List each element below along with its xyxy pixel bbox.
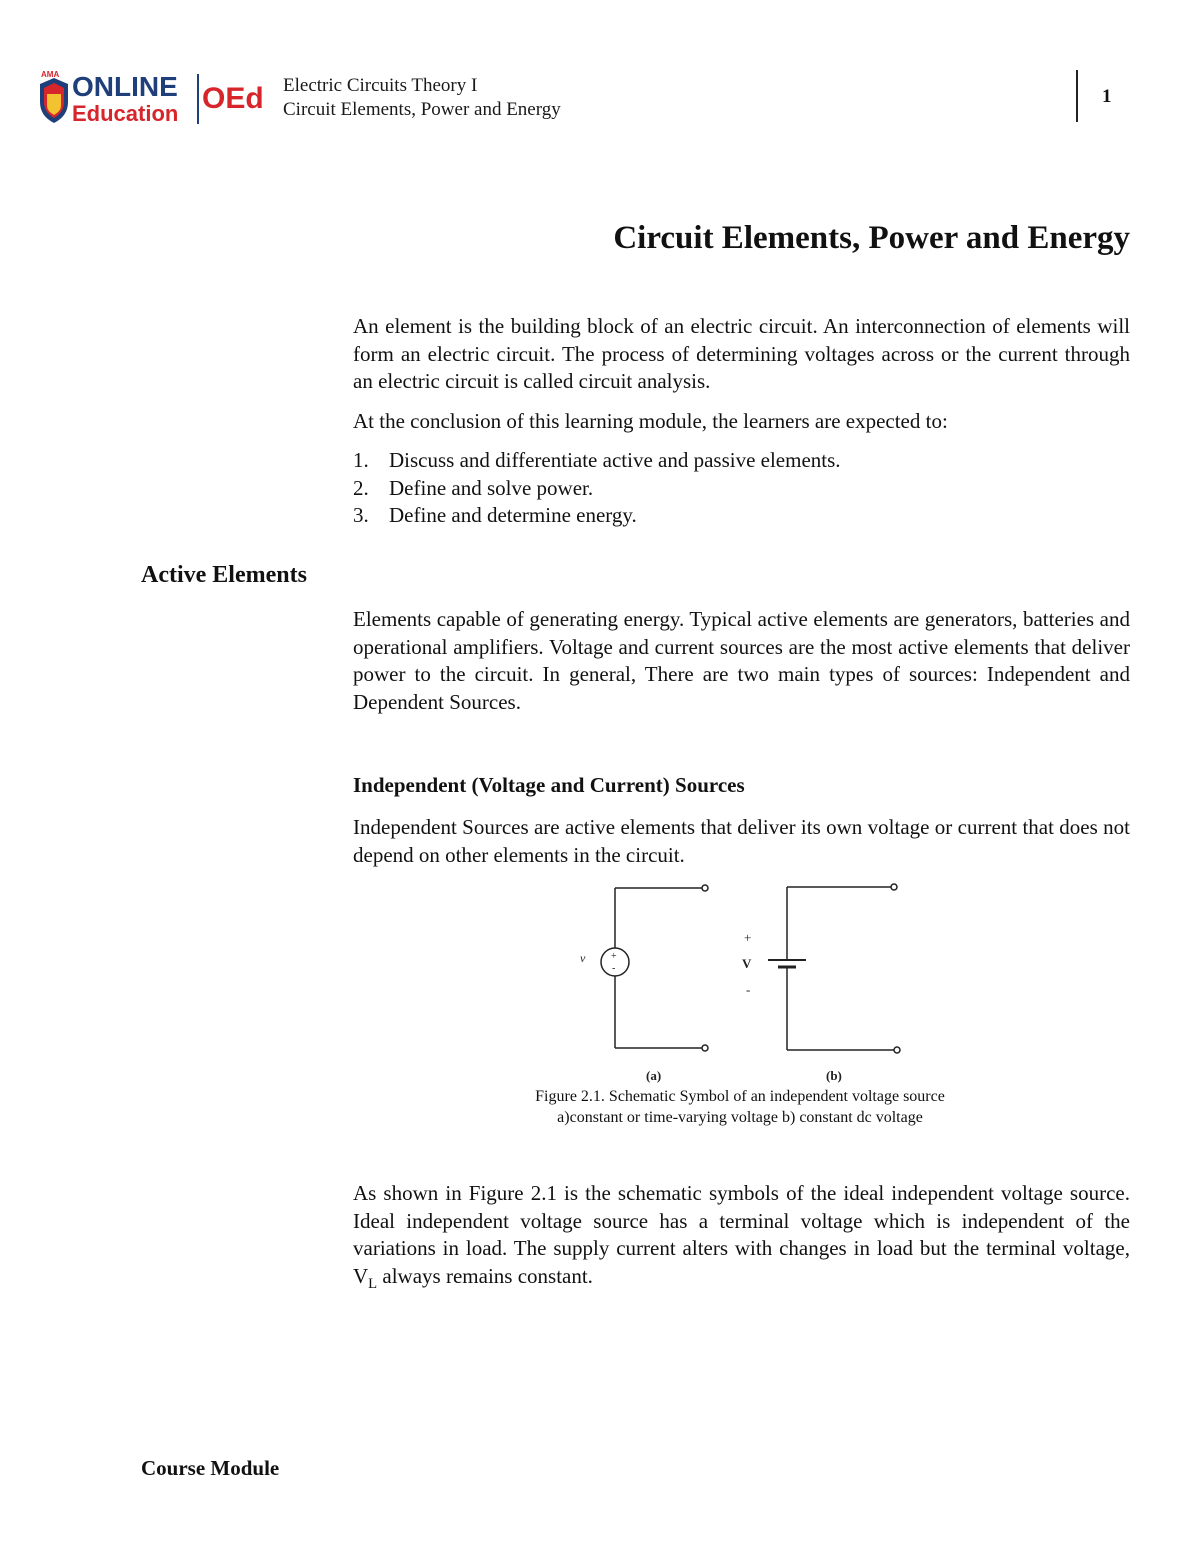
logo [38, 68, 270, 128]
subscript-l: L [368, 1275, 378, 1292]
logo-secondary-text: Education [72, 101, 179, 126]
footer-course-module: Course Module [141, 1456, 280, 1480]
objectives-list [353, 447, 1130, 530]
logo-badge-text: AMA [41, 70, 60, 79]
page-title: Circuit Elements, Power and Energy [613, 220, 1130, 256]
list-item: 1. Discuss and differentiate active and passive elements. [353, 448, 841, 472]
sublabel-a: (a) [646, 1068, 662, 1083]
course-name: Electric Circuits Theory I [283, 75, 478, 96]
figure-caption [440, 1086, 1040, 1128]
terminal [891, 884, 897, 890]
sublabel-b: (b) [826, 1068, 842, 1083]
header-divider [1076, 70, 1078, 122]
subsection-heading-independent-sources: Independent (Voltage and Current) Sources [353, 773, 745, 797]
figure-caption-line: Figure 2.1. Schematic Symbol of an independent voltage source [535, 1088, 945, 1105]
logo-mark-text: OEd [202, 82, 264, 115]
terminal [894, 1047, 900, 1053]
running-header [283, 74, 561, 122]
independent-sources-paragraph: Independent Sources are active elements that deliver its own voltage or current that does not depend on other elements in the circuit. [353, 815, 1130, 867]
terminal [702, 885, 708, 891]
logo-primary-text: ONLINE [72, 71, 178, 102]
label-b-voltage: V [742, 956, 752, 971]
label-b-plus: + [744, 930, 752, 945]
source-minus-sign: - [612, 963, 616, 974]
page-number: 1 [1102, 86, 1112, 107]
expectation-text: At the conclusion of this learning module, the learners are expected to: [353, 409, 948, 433]
label-a-voltage: v [580, 951, 586, 965]
section-heading-active-elements: Active Elements [141, 562, 307, 588]
intro-paragraph: An element is the building block of an electric circuit. An interconnection of elements will form an electric circuit. The process of determining voltages across or the current through an electric circuit is called circuit analysis. [353, 314, 1130, 393]
terminal [702, 1045, 708, 1051]
figure-explanation-paragraph: As shown in Figure 2.1 is the schematic symbols of the ideal independent voltage source. Ideal independent voltage source has a terminal voltage which is independent of the variations in load. The supply current alters with changes in load but the terminal voltage, $V_L$ always remains constant. [353, 1181, 1130, 1292]
active-elements-paragraph: Elements capable of generating energy. Typical active elements are generators, batteries and operational amplifiers. Voltage and current sources are the most active elements that deliver power to the circuit. In general, There are two main types of sources: Independent and Dependent Sources. [353, 607, 1130, 714]
list-item: 3. Define and determine energy. [353, 503, 637, 527]
course-topic: Circuit Elements, Power and Energy [283, 99, 561, 120]
source-plus-sign: + [611, 951, 617, 962]
label-b-minus: - [746, 982, 751, 997]
schematic-diagram [560, 878, 920, 1088]
logo-graphic [38, 68, 270, 128]
list-item: 2. Define and solve power. [353, 475, 594, 500]
schematic-figure [560, 878, 920, 1088]
figure-caption-line: a)constant or time-varying voltage b) constant dc voltage [557, 1109, 923, 1126]
